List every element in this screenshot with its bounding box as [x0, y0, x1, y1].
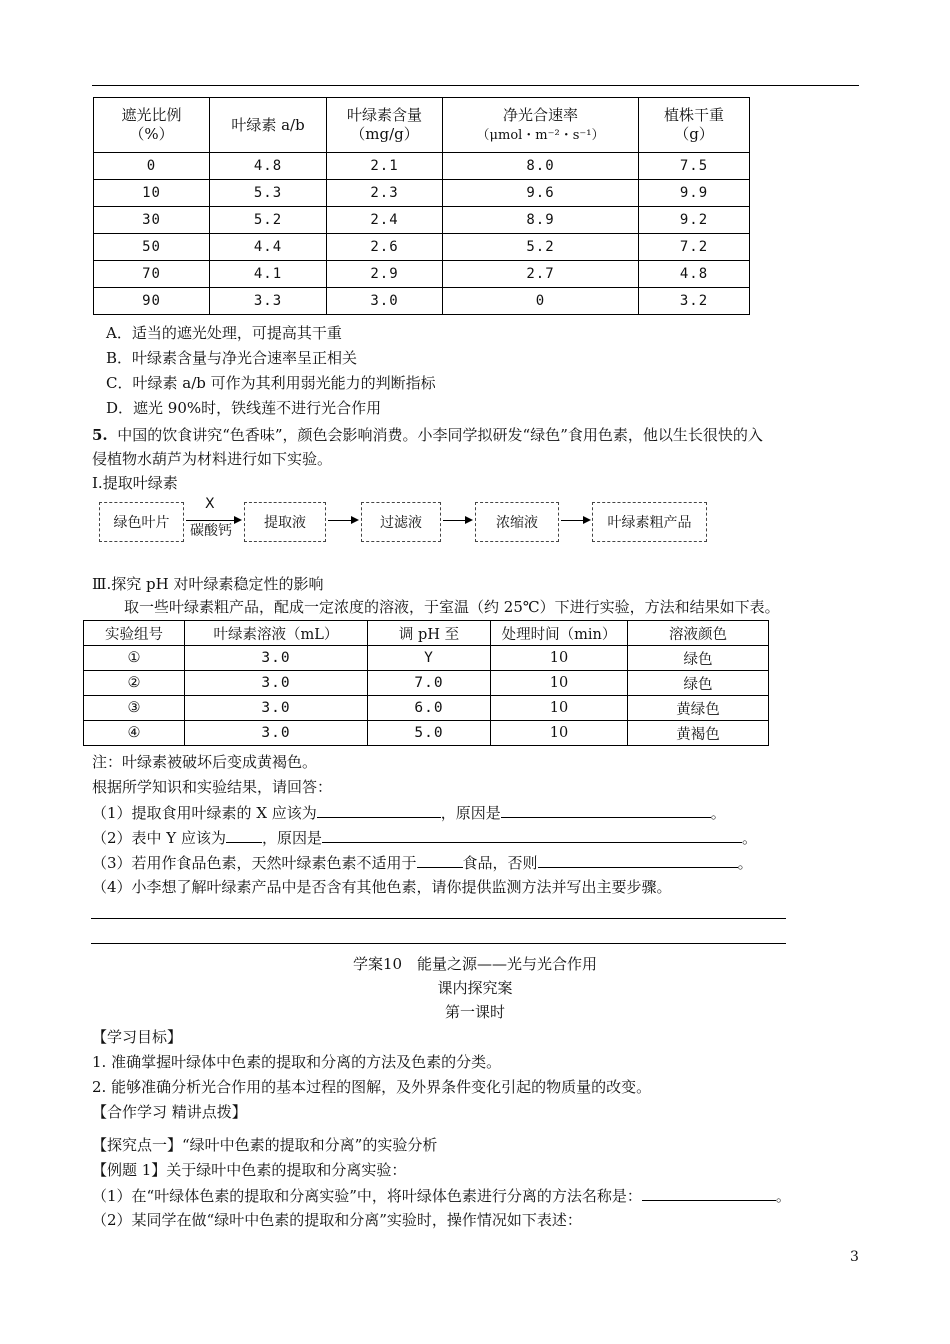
table-row	[84, 646, 769, 671]
answer-blank[interactable]	[501, 802, 711, 818]
answer-line[interactable]	[91, 918, 786, 919]
part1-title: Ⅰ.提取叶绿素	[92, 474, 178, 492]
flow-box-concentrate: 浓缩液	[475, 502, 559, 542]
flow-label-calcium-carbonate: 碳酸钙	[190, 523, 232, 539]
table-header-cell: 净光合速率 （μmol・m⁻²・s⁻¹）	[443, 98, 639, 153]
answer-prompt: 根据所学知识和实验结果，请回答：	[92, 778, 333, 796]
sub-question-4: （4）小李想了解叶绿素产品中是否含有其他色素，请你提供监测方法并写出主要步骤。	[92, 878, 672, 896]
flow-arrow-icon	[561, 520, 589, 521]
explore-point-heading: 【探究点一】“绿叶中色素的提取和分离”的实验分析	[92, 1136, 438, 1154]
answer-blank[interactable]	[322, 827, 742, 843]
table-row	[94, 207, 750, 234]
header-rule	[92, 85, 859, 86]
table-row	[84, 696, 769, 721]
table-cell: 8.9	[443, 207, 639, 234]
table-cell: 绿色	[628, 671, 769, 696]
goal-item-2: 2. 能够准确分析光合作用的基本过程的图解，及外界条件变化引起的物质量的改变。	[92, 1078, 652, 1096]
table-row	[84, 671, 769, 696]
goal-item-1: 1. 准确掌握叶绿体中色素的提取和分离的方法及色素的分类。	[92, 1053, 502, 1071]
table-row	[94, 153, 750, 180]
table-row	[94, 180, 750, 207]
table-cell: 5.2	[210, 207, 327, 234]
section-subtitle: 课内探究案	[437, 979, 513, 997]
table-cell: 2.1	[327, 153, 443, 180]
table-row	[84, 721, 769, 746]
table-cell: 10	[491, 696, 628, 721]
table-cell: 7.5	[639, 153, 750, 180]
table-cell: 3.3	[210, 288, 327, 315]
lesson-label: 第一课时	[444, 1003, 505, 1021]
table-header-cell: 植株干重 （g）	[639, 98, 750, 153]
table-cell: 2.3	[327, 180, 443, 207]
table-cell: ③	[84, 696, 185, 721]
table-cell: 2.6	[327, 234, 443, 261]
table-cell: 4.1	[210, 261, 327, 288]
table-header-cell: 遮光比例 （%）	[94, 98, 210, 153]
table-cell: 9.2	[639, 207, 750, 234]
table-cell: 3.0	[185, 671, 368, 696]
example-heading: 【例题 1】关于绿叶中色素的提取和分离实验：	[92, 1161, 407, 1179]
table-cell: 7.2	[639, 234, 750, 261]
table-header-cell: 叶绿素含量 （mg/g）	[327, 98, 443, 153]
question-number: 5.	[92, 426, 108, 444]
table-cell: ④	[84, 721, 185, 746]
table-cell: 10	[491, 646, 628, 671]
table-cell: 8.0	[443, 153, 639, 180]
table-cell: 9.6	[443, 180, 639, 207]
table-cell: 5.3	[210, 180, 327, 207]
cooperative-learning-heading: 【合作学习 精讲点拨】	[92, 1103, 247, 1121]
table-cell: 10	[94, 180, 210, 207]
table-cell: ②	[84, 671, 185, 696]
example-question-2: （2）某同学在做“绿叶中色素的提取和分离”实验时，操作情况如下表述：	[92, 1211, 582, 1229]
question-5-line2: 侵植物水葫芦为材料进行如下实验。	[92, 450, 333, 468]
table-cell: 4.8	[210, 153, 327, 180]
table-cell: 黄绿色	[628, 696, 769, 721]
table-cell: 溶液颜色	[628, 621, 769, 646]
table-cell: 10	[491, 721, 628, 746]
table-cell: 叶绿素溶液（mL）	[185, 621, 368, 646]
page-number: 3	[850, 1249, 859, 1265]
table-cell: 90	[94, 288, 210, 315]
table-header-cell: 叶绿素 a/b	[210, 98, 327, 153]
table-cell: 7.0	[368, 671, 491, 696]
sub-question-2: （2）表中 Y 应该为 ，原因是 。	[92, 829, 758, 847]
table-cell: 0	[94, 153, 210, 180]
flow-box-leaf: 绿色叶片	[99, 502, 184, 542]
table-cell: 30	[94, 207, 210, 234]
sub-question-1: （1）提取食用叶绿素的 X 应该为 ，原因是 。	[92, 804, 726, 822]
table-header-row	[94, 98, 750, 153]
part3-description: 取一些叶绿素粗产品，配成一定浓度的溶液，于室温（约 25℃）下进行实验，方法和结果如下表。	[124, 598, 780, 616]
flow-arrow-icon	[328, 520, 357, 521]
answer-blank[interactable]	[226, 827, 262, 843]
part3-title: Ⅲ.探究 pH 对叶绿素稳定性的影响	[92, 575, 324, 593]
table-row	[94, 234, 750, 261]
shading-data-table	[93, 97, 750, 315]
option-d: D．遮光 90%时，铁线莲不进行光合作用	[106, 399, 382, 417]
table-cell: 3.0	[185, 721, 368, 746]
table-cell: 0	[443, 288, 639, 315]
answer-blank[interactable]	[317, 802, 441, 818]
table-cell: 黄褐色	[628, 721, 769, 746]
table-cell: 4.8	[639, 261, 750, 288]
table-cell: 4.4	[210, 234, 327, 261]
option-c: C．叶绿素 a/b 可作为其利用弱光能力的判断指标	[106, 374, 436, 392]
table-cell: 10	[491, 671, 628, 696]
table-cell: ①	[84, 646, 185, 671]
table-row	[94, 288, 750, 315]
table-cell: 6.0	[368, 696, 491, 721]
ph-experiment-table	[83, 620, 769, 746]
flow-box-extract: 提取液	[244, 502, 326, 542]
flow-box-product: 叶绿素粗产品	[592, 502, 707, 542]
table-cell: 5.2	[443, 234, 639, 261]
section-title: 学案10 能量之源——光与光合作用	[352, 955, 598, 973]
table-header-row	[84, 621, 769, 646]
flow-arrow-icon	[443, 520, 471, 521]
table-cell: 绿色	[628, 646, 769, 671]
table-cell: 2.7	[443, 261, 639, 288]
flow-box-filtrate: 过滤液	[361, 502, 441, 542]
table-cell: 9.9	[639, 180, 750, 207]
table-cell: 50	[94, 234, 210, 261]
table-row	[94, 261, 750, 288]
goals-heading: 【学习目标】	[92, 1028, 183, 1046]
note: 注：叶绿素被破坏后变成黄褐色。	[92, 753, 318, 771]
sub-question-3: （3）若用作食品色素，天然叶绿素色素不适用于 食品，否则 。	[92, 854, 753, 872]
table-cell: 3.2	[639, 288, 750, 315]
answer-blank[interactable]	[538, 852, 738, 868]
answer-blank[interactable]	[417, 852, 463, 868]
table-cell: 实验组号	[84, 621, 185, 646]
table-cell: 处理时间（min）	[491, 621, 628, 646]
answer-line[interactable]	[91, 943, 786, 944]
table-cell: 2.4	[327, 207, 443, 234]
table-cell: 2.9	[327, 261, 443, 288]
table-cell: 3.0	[327, 288, 443, 315]
example-question-1: （1）在“叶绿体色素的提取和分离实验”中，将叶绿体色素进行分离的方法名称是： 。	[92, 1187, 791, 1205]
table-cell: 调 pH 至	[368, 621, 491, 646]
answer-blank[interactable]	[642, 1185, 776, 1201]
table-cell: 3.0	[185, 646, 368, 671]
table-cell: 3.0	[185, 696, 368, 721]
table-cell: 70	[94, 261, 210, 288]
table-cell: 5.0	[368, 721, 491, 746]
table-cell: Y	[368, 646, 491, 671]
option-a: A．适当的遮光处理，可提高其干重	[106, 324, 342, 342]
flow-label-x: X	[205, 496, 215, 512]
question-5-line1: 5. 中国的饮食讲究“色香味”，颜色会影响消费。小李同学拟研发“绿色”食用色素，他以生长很快的入	[92, 426, 763, 444]
option-b: B．叶绿素含量与净光合速率呈正相关	[106, 349, 358, 367]
